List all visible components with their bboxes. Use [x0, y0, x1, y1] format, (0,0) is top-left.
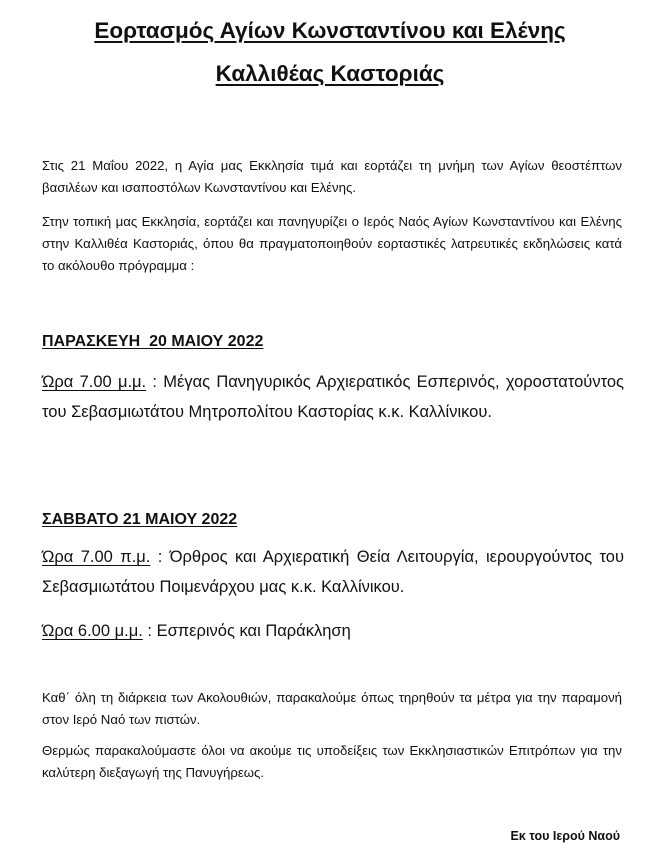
entry-description: : Όρθρος και Αρχιερατική Θεία Λειτουργία, ιερουργούντος του Σεβασμιωτάτου Ποιμενάρχου μας κ.κ. Καλλίνικου. — [42, 548, 624, 596]
entry-description: : Μέγας Πανηγυρικός Αρχιερατικός Εσπερινός, χοροστατούντος του Σεβασμιωτάτου Μητροπολίτου Καστορίας κ.κ. Καλλίνικου. — [42, 373, 624, 421]
schedule-entry-friday-evening — [42, 367, 624, 427]
entry-description: : Εσπερινός και Παράκληση — [142, 622, 351, 640]
intro-paragraph-1: Στις 21 Μαΐου 2022, η Αγία μας Εκκλησία τιμά και εορτάζει τη μνήμη των Αγίων θεοστέπτων βασιλέων και ισαποστόλων Κωνσταντίνου και Ελένης. — [42, 158, 622, 195]
schedule-entry-saturday-morning — [42, 542, 624, 602]
closing-paragraph-1: Καθ΄ όλη τη διάρκεια των Ακολουθιών, παρακαλούμε όπως τηρηθούν τα μέτρα για την παραμονή στον Ιερό Ναό των πιστών. — [42, 690, 622, 727]
signature: Εκ του Ιερού Ναού — [510, 829, 620, 843]
day-heading-saturday: ΣΑΒΒΑΤΟ 21 ΜΑΙΟΥ 2022 — [42, 511, 238, 528]
day-heading-friday: ΠΑΡΑΣΚΕΥΗ 20 ΜΑΙΟΥ 2022 — [42, 333, 264, 350]
entry-time: Ώρα 7.00 π.μ. — [42, 548, 151, 566]
entry-time: Ώρα 7.00 μ.μ. — [42, 373, 147, 391]
document-title-line-2: Καλλιθέας Καστοριάς — [215, 61, 445, 86]
document-title-line-1: Εορτασμός Αγίων Κωνσταντίνου και Ελένης — [94, 18, 566, 43]
closing-paragraph-2: Θερμώς παρακαλούμαστε όλοι να ακούμε τις υποδείξεις των Εκκλησιαστικών Επιτρόπων για την καλύτερη διεξαγωγή της Πανυγήρεως. — [42, 743, 622, 780]
entry-time: Ώρα 6.00 μ.μ. — [42, 622, 143, 640]
schedule-entry-saturday-evening — [42, 616, 624, 646]
intro-paragraph-2: Στην τοπική μας Εκκλησία, εορτάζει και πανηγυρίζει ο Ιερός Ναός Αγίων Κωνσταντίνου και Ελένης στην Καλλιθέα Καστοριάς, όπου θα πραγματοποιηθούν εορταστικές λατρευτικές εκδηλώσεις κατά το ακόλουθο πρόγραμμα : — [42, 214, 622, 273]
